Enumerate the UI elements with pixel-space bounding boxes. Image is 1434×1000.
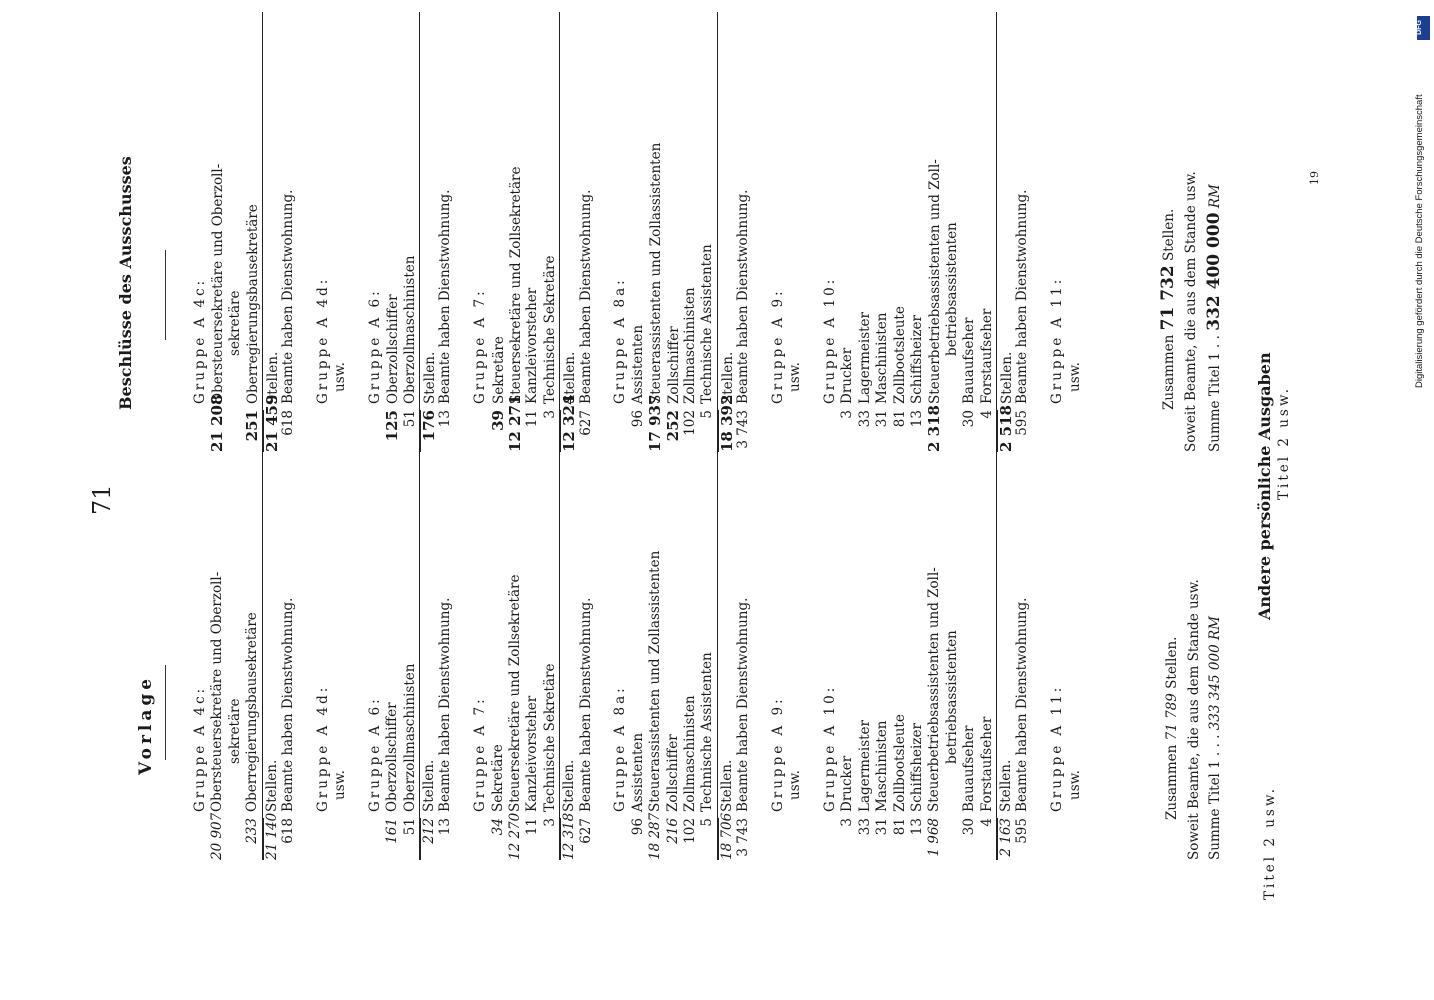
left-line-gap	[297, 420, 314, 860]
right-line-number: 627	[577, 410, 594, 436]
left-line-text: Bauaufseher	[961, 725, 978, 812]
right-line	[839, 12, 856, 452]
right-line	[926, 12, 943, 452]
right-line-number: 3	[839, 410, 856, 419]
right-line	[787, 12, 804, 452]
left-line-text: Maschinisten	[874, 720, 891, 812]
right-line-text: usw.	[787, 362, 804, 392]
right-line-gap	[455, 12, 472, 452]
right-line-text: Forstaufseher	[978, 308, 995, 404]
right-line-text: betriebsassistenten	[943, 222, 960, 356]
left-line-text: Kanzleivorsteher	[524, 695, 541, 812]
dfg-watermark	[1414, 8, 1432, 388]
left-line-number: 34	[489, 818, 506, 836]
right-line-number: 21 459	[262, 394, 281, 452]
left-line-number: 3 743	[735, 818, 752, 857]
left-line-text: Oberzollschiffer	[384, 702, 401, 812]
left-line	[402, 420, 419, 860]
right-summe-label: Summe Titel 1 . .	[1207, 335, 1223, 452]
right-line	[244, 12, 261, 452]
left-line-text: Technische Assistenten	[699, 652, 716, 812]
right-line-text: Schiffsheizer	[909, 315, 926, 404]
right-line	[209, 12, 226, 452]
left-line-number: 51	[401, 818, 418, 836]
left-summe-unit: RM	[1207, 616, 1223, 640]
left-line	[280, 420, 297, 860]
left-line-text: Beamte haben Dienstwohnung.	[735, 597, 752, 812]
left-line-number: 4	[978, 818, 995, 827]
left-line	[682, 420, 699, 860]
right-line-text: Zollmaschinisten	[681, 287, 698, 404]
left-line-number: 3	[541, 818, 558, 827]
right-line-text: Steuerbetriebsassistenten und Zoll-	[927, 159, 944, 404]
right-line	[699, 12, 716, 452]
right-line	[630, 12, 647, 452]
left-line-text: Steuerbetriebsassistenten und Zoll-	[926, 567, 943, 812]
left-line	[770, 420, 787, 860]
left-line-gap	[753, 420, 770, 860]
left-line-number: 5	[699, 818, 716, 827]
left-line	[192, 420, 209, 860]
left-line-text: usw.	[787, 770, 804, 800]
left-line-text: Stellen.	[997, 759, 1014, 812]
right-line	[402, 12, 419, 452]
right-line-number: 2 518	[996, 405, 1015, 452]
left-summe	[1207, 616, 1223, 860]
left-line-text: sekretäre	[226, 698, 243, 764]
left-line-text: Stellen.	[421, 759, 438, 812]
right-line	[665, 12, 682, 452]
dfg-logo: DFG	[1417, 16, 1430, 40]
right-line	[542, 12, 559, 452]
left-line-text: Zollschiffer	[664, 734, 681, 812]
left-line-text: Gruppe A 11:	[1049, 684, 1066, 812]
right-line-text: Stellen.	[998, 351, 1015, 404]
right-line-text: Maschinisten	[874, 312, 891, 404]
left-line-text: usw.	[332, 770, 349, 800]
left-line	[209, 420, 226, 860]
left-line	[507, 420, 524, 860]
right-zusammen	[1158, 209, 1178, 410]
left-line	[1067, 420, 1084, 860]
right-heading-rule	[165, 250, 166, 340]
right-line-number: 33	[856, 410, 873, 428]
right-line-text: Obersteuersekretäre und Oberzoll-	[210, 163, 227, 404]
right-line-text: Oberregierungsbausekretäre	[245, 204, 262, 404]
left-line-number: 31	[874, 818, 891, 836]
left-line-text: Beamte haben Dienstwohnung.	[279, 597, 296, 812]
right-line-number: 11	[524, 410, 541, 428]
left-line-number: 627	[577, 818, 594, 844]
right-line-number: 12 324	[560, 394, 579, 452]
right-line	[280, 12, 297, 452]
left-line-number: 233	[244, 818, 261, 844]
left-line	[839, 420, 856, 860]
left-line	[384, 420, 401, 860]
right-line-text: Gruppe A 8a:	[612, 277, 629, 404]
right-line	[559, 12, 577, 452]
left-line	[909, 420, 926, 860]
right-line-text: Steuerassistenten und Zollassistenten	[648, 142, 665, 404]
left-summe-value: 333 345 000	[1207, 644, 1223, 731]
left-soweit: Soweit Beamte, die aus dem Stande usw.	[1186, 579, 1202, 860]
left-line-text: usw.	[1066, 770, 1083, 800]
left-zusammen-label: Zusammen	[1164, 744, 1180, 820]
left-line-text: Drucker	[839, 755, 856, 812]
left-line-text: Obersteuersekretäre und Oberzoll-	[209, 571, 226, 812]
right-line-text: sekretäre	[226, 290, 243, 356]
left-line	[926, 420, 943, 860]
right-line-number: 13	[437, 410, 454, 428]
left-line	[524, 420, 541, 860]
left-line-text: Technische Sekretäre	[541, 663, 558, 812]
right-line	[419, 12, 437, 452]
right-line-gap	[1032, 12, 1049, 452]
right-line	[717, 12, 735, 452]
right-line-text: Zollbootsleute	[891, 306, 908, 404]
left-line-text: Beamte haben Dienstwohnung.	[437, 597, 454, 812]
right-line	[770, 12, 787, 452]
left-line-text: betriebsassistenten	[943, 630, 960, 764]
right-line	[192, 12, 209, 452]
left-line-text: Forstaufseher	[978, 716, 995, 812]
right-line-gap	[595, 12, 612, 452]
left-line	[647, 420, 664, 860]
left-line-text: Gruppe A 10:	[822, 684, 839, 812]
right-line-text: Gruppe A 10:	[822, 276, 839, 404]
page-number: 71	[88, 484, 116, 515]
left-line	[227, 420, 244, 860]
footer-titel: Titel 2 usw.	[1276, 385, 1292, 500]
right-line-text: Beamte haben Dienstwohnung.	[437, 189, 454, 404]
right-line-text: Technische Sekretäre	[541, 255, 558, 404]
left-line	[578, 420, 595, 860]
right-line	[1014, 12, 1031, 452]
right-line	[682, 12, 699, 452]
right-summe-unit: RM	[1207, 184, 1223, 209]
right-line	[996, 12, 1014, 452]
left-line-text: Stellen.	[718, 759, 735, 812]
right-line	[961, 12, 978, 452]
footer-heading: Andere persönliche Ausgaben	[1255, 352, 1274, 620]
left-line	[630, 420, 647, 860]
left-heading-rule	[165, 665, 166, 760]
right-line-gap	[350, 12, 367, 452]
left-line	[961, 420, 978, 860]
left-line-text: Lagermeister	[856, 719, 873, 812]
left-line-number: 3	[839, 818, 856, 827]
right-line-text: Gruppe A 4c:	[192, 277, 208, 404]
left-line	[699, 420, 716, 860]
left-line	[735, 420, 752, 860]
left-line-gap	[805, 420, 822, 860]
left-line-number: 11	[524, 818, 541, 836]
left-line-gap	[350, 420, 367, 860]
left-line	[490, 420, 507, 860]
left-line-text: Oberregierungsbausekretäre	[244, 612, 261, 812]
right-line-gap	[1084, 12, 1101, 452]
right-line-number: 31	[874, 410, 891, 428]
left-line-text: Gruppe A 4c:	[192, 685, 208, 812]
left-line-text: Beamte haben Dienstwohnung.	[577, 597, 594, 812]
left-line-text: Stellen.	[263, 759, 280, 812]
left-line-gap	[595, 420, 612, 860]
left-line-number: 30	[961, 818, 978, 836]
left-line	[612, 420, 629, 860]
left-line-number: 216	[664, 818, 681, 844]
left-line-text: Stellen.	[561, 759, 578, 812]
right-line	[822, 12, 839, 452]
left-line-gap	[455, 420, 472, 860]
right-line	[1067, 12, 1084, 452]
right-line-gap	[297, 12, 314, 452]
marginal-number: 19	[1308, 171, 1321, 185]
right-line	[315, 12, 332, 452]
right-line-text: Stellen.	[719, 351, 736, 404]
left-line-text: Zollmaschinisten	[681, 695, 698, 812]
right-line	[892, 12, 909, 452]
right-line-number: 125	[383, 410, 402, 442]
right-line-text: Beamte haben Dienstwohnung.	[735, 189, 752, 404]
left-line-text: Gruppe A 4d:	[314, 684, 331, 812]
left-line-number: 81	[891, 818, 908, 836]
left-line	[944, 420, 961, 860]
left-line-number: 18 706	[718, 812, 735, 860]
right-line-number: 102	[681, 410, 698, 436]
left-line	[244, 420, 261, 860]
right-line-text: Zollschiffer	[665, 326, 682, 404]
left-line-text: Beamte haben Dienstwohnung.	[1014, 597, 1031, 812]
right-line-number: 595	[1014, 410, 1031, 436]
left-line	[332, 420, 349, 860]
right-line-text: usw.	[332, 362, 349, 392]
right-line	[735, 12, 752, 452]
left-line-text: Oberzollmaschinisten	[401, 663, 418, 812]
left-line-text: Gruppe A 6:	[366, 696, 383, 812]
left-line	[559, 420, 577, 860]
right-column-heading: Beschlüsse des Ausschusses	[116, 156, 135, 410]
left-line	[542, 420, 559, 860]
right-line-number: 251	[243, 410, 262, 442]
left-line-number: 12 270	[507, 812, 524, 860]
left-column-heading: Vorlage	[136, 674, 156, 775]
right-line	[1049, 12, 1066, 452]
left-line	[1049, 420, 1066, 860]
right-line	[909, 12, 926, 452]
right-line-text: Beamte haben Dienstwohnung.	[1014, 189, 1031, 404]
left-line-number: 20 907	[209, 812, 226, 860]
right-line-number: 51	[401, 410, 418, 428]
right-line-text: Drucker	[839, 347, 856, 404]
right-line-number: 30	[961, 410, 978, 428]
left-line-number: 618	[279, 818, 296, 844]
right-line-number: 39	[488, 410, 507, 431]
right-line-number: 3	[541, 410, 558, 419]
left-line	[822, 420, 839, 860]
right-line	[524, 12, 541, 452]
right-line-number: 3 743	[735, 410, 752, 449]
right-line	[507, 12, 524, 452]
left-line-text: Steuersekretäre und Zollsekretäre	[507, 574, 524, 812]
left-line-number: 161	[384, 818, 401, 844]
right-summe	[1204, 184, 1224, 452]
right-line-text: Oberzollmaschinisten	[401, 255, 418, 404]
right-line-text: Beamte haben Dienstwohnung.	[577, 189, 594, 404]
left-line-text: Zollbootsleute	[891, 714, 908, 812]
left-line	[419, 420, 437, 860]
right-line-gap	[753, 12, 770, 452]
right-line-text: Gruppe A 4d:	[314, 276, 331, 404]
left-line-number: 12 318	[561, 812, 578, 860]
right-summe-value: 332 400 000	[1204, 212, 1224, 331]
left-line-number: 96	[629, 818, 646, 836]
left-line-text: Gruppe A 7:	[472, 696, 489, 812]
right-line-number: 81	[891, 410, 908, 428]
right-line	[384, 12, 401, 452]
right-line-text: Assistenten	[629, 324, 646, 404]
right-zusammen-label: Zusammen	[1161, 334, 1177, 410]
right-line-number: 252	[663, 410, 682, 442]
left-line-text: Gruppe A 9:	[769, 696, 786, 812]
right-line-text: Beamte haben Dienstwohnung.	[279, 189, 296, 404]
right-line-text: Steuersekretäre und Zollsekretäre	[508, 166, 525, 404]
right-line-number: 2 318	[925, 405, 944, 452]
right-line	[612, 12, 629, 452]
left-line-number: 21 140	[263, 812, 280, 860]
left-titel: Titel 2 usw.	[1262, 785, 1278, 900]
right-line	[472, 12, 489, 452]
left-line-text: Steuerassistenten und Zollassistenten	[647, 550, 664, 812]
left-line-number: 595	[1014, 818, 1031, 844]
right-line	[944, 12, 961, 452]
left-zusammen-value: 71 789	[1164, 693, 1180, 741]
left-line-number: 1 968	[926, 818, 943, 857]
right-line-number: 21 208	[208, 394, 227, 452]
right-line-gap	[805, 12, 822, 452]
left-summe-label: Summe Titel 1 . . .	[1207, 734, 1223, 860]
right-line-number: 5	[699, 410, 716, 419]
left-line-text: Gruppe A 8a:	[612, 685, 629, 812]
right-line	[262, 12, 280, 452]
right-line-text: Lagermeister	[856, 311, 873, 404]
right-line	[227, 12, 244, 452]
right-line	[979, 12, 996, 452]
right-line-number: 17 937	[646, 394, 665, 452]
left-zusammen	[1164, 637, 1180, 820]
right-soweit: Soweit Beamte, die aus dem Stande usw.	[1183, 171, 1199, 452]
right-line-number: 176	[420, 410, 438, 452]
left-column-lines	[192, 420, 1101, 860]
left-line	[787, 420, 804, 860]
left-line	[367, 420, 384, 860]
right-line-number: 4	[978, 410, 995, 419]
left-line	[472, 420, 489, 860]
dfg-text: Digitalisierung gefördert durch die Deutsche Forschungsgemeinschaft	[1414, 94, 1425, 388]
right-line-text: Kanzleivorsteher	[524, 287, 541, 404]
left-line-number: 13	[909, 818, 926, 836]
left-line-text: Schiffsheizer	[909, 723, 926, 812]
right-line	[857, 12, 874, 452]
right-column-lines	[192, 12, 1101, 452]
right-line-text: Oberzollschiffer	[385, 294, 402, 404]
left-line	[979, 420, 996, 860]
left-line	[1014, 420, 1031, 860]
left-line-number: 33	[856, 818, 873, 836]
left-line-gap	[1084, 420, 1101, 860]
right-line-number: 13	[909, 410, 926, 428]
right-line	[647, 12, 664, 452]
left-line-text: Assistenten	[629, 732, 646, 812]
left-line-number: 13	[437, 818, 454, 836]
right-line-text: Gruppe A 7:	[472, 288, 489, 404]
right-line-text: Stellen.	[264, 351, 281, 404]
right-line	[367, 12, 384, 452]
right-line	[437, 12, 454, 452]
left-line-gap	[1032, 420, 1049, 860]
left-line	[996, 420, 1014, 860]
right-line-text: Gruppe A 6:	[366, 288, 383, 404]
right-line-text: Sekretäre	[490, 336, 507, 404]
left-line-number: 212	[420, 818, 438, 860]
right-line-text: Gruppe A 9:	[769, 288, 786, 404]
left-line	[262, 420, 280, 860]
right-line	[490, 12, 507, 452]
right-zusammen-unit: Stellen.	[1161, 208, 1177, 261]
right-zusammen-value: 71 732	[1158, 265, 1178, 331]
right-line-text: Gruppe A 11:	[1049, 276, 1066, 404]
left-line	[892, 420, 909, 860]
left-line-number: 2 163	[997, 818, 1015, 860]
right-line-text: Stellen.	[422, 351, 439, 404]
right-line	[874, 12, 891, 452]
right-line-number: 96	[629, 410, 646, 428]
right-line-text: Technische Assistenten	[699, 244, 716, 404]
right-line-text: usw.	[1066, 362, 1083, 392]
left-line	[857, 420, 874, 860]
right-line-number: 12 271	[506, 394, 525, 452]
left-line-number: 18 287	[647, 812, 664, 860]
left-line	[717, 420, 735, 860]
left-line	[437, 420, 454, 860]
right-line-number: 618	[279, 410, 296, 436]
left-line-number: 102	[681, 818, 698, 844]
right-line-number: 18 392	[717, 394, 736, 452]
left-line-text: Sekretäre	[489, 744, 506, 812]
left-zusammen-unit: Stellen.	[1164, 636, 1180, 689]
right-line	[332, 12, 349, 452]
right-line-text: Bauaufseher	[961, 317, 978, 404]
left-line	[315, 420, 332, 860]
right-line	[578, 12, 595, 452]
left-line	[874, 420, 891, 860]
right-line-text: Stellen.	[562, 351, 579, 404]
left-line	[665, 420, 682, 860]
